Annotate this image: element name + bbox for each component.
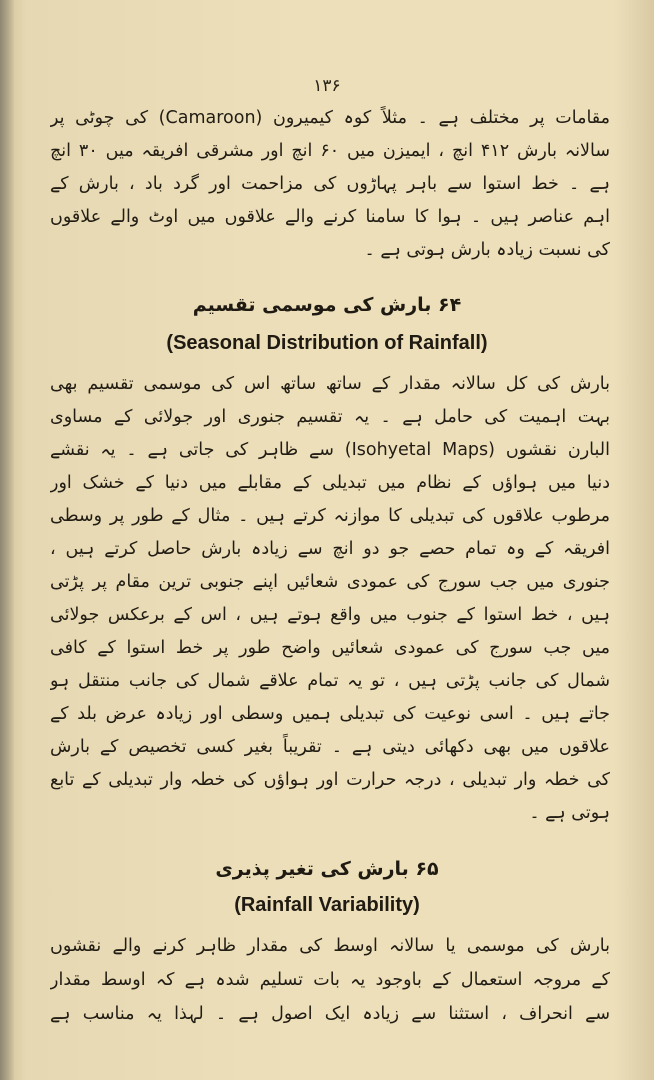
text-line: میں جب سورج کی عمودی شعائیں واضح طور پر خط استوا کے کافی <box>50 638 610 658</box>
text-line: علاقوں میں بھی دکھائی دیتی ہے ۔ تقریباً بغیر کسی تخصیص کے بارش <box>50 737 610 757</box>
text-line: شمال کی جانب پڑتی ہیں ، تو یہ تمام علاقے شمال کی جانب منتقل ہو <box>50 671 610 691</box>
section-heading-urdu: ۶۴ بارش کی موسمی تقسیم <box>192 294 462 316</box>
section-heading-english: (Seasonal Distribution of Rainfall) <box>166 332 488 354</box>
section-heading-english: (Rainfall Variability) <box>234 894 420 916</box>
text-line: ہوتی ہے ۔ <box>529 803 610 823</box>
text-line: اہم عناصر ہیں ۔ ہوا کا سامنا کرنے والے علاقوں میں اوٹ والے علاقوں <box>50 207 610 227</box>
page-number: ۱۳۶ <box>313 76 341 96</box>
text-line: ہے ۔ خط استوا سے باہر پہاڑوں کی مزاحمت اور گرد باد ، بارش کے <box>50 174 610 194</box>
text-line: مرطوب علاقوں کی تبدیلی کا موازنہ کرتے ہیں ۔ مثال کے طور پر وسطی <box>50 506 610 526</box>
text-line: افریقہ کے وہ تمام حصے جو دو انچ سے زیادہ بارش حاصل کرتے ہیں ، <box>50 539 610 559</box>
text-line: سالانہ بارش ۴۱۲ انچ ، ایمیزن میں ۶۰ انچ اور مشرقی افریقہ میں ۳۰ انچ <box>50 141 610 161</box>
text-line: بارش کی موسمی یا سالانہ اوسط کی مقدار ظاہر کرنے والے نقشوں <box>50 936 610 956</box>
text-line: مقامات پر مختلف ہے ۔ مثلاً کوہ کیمیرون (Camaroon) کی چوٹی پر <box>50 108 610 128</box>
text-line: بارش کی کل سالانہ مقدار کے ساتھ ساتھ اس کی موسمی تقسیم بھی <box>50 374 610 394</box>
text-line: دنیا میں ہواؤں کے نظام میں تبدیلی کے مقابلے میں دنیا کے خشک اور <box>50 473 610 493</box>
text-line: جنوری میں جب سورج کی عمودی شعائیں اپنے جنوبی ترین مقام پر پڑتی <box>50 572 610 592</box>
text-line: ہیں ، خط استوا کے جنوب میں واقع ہوتے ہیں ، اس کے برعکس جولائی <box>50 605 610 625</box>
text-line: جاتے ہیں ۔ اسی نوعیت کی تبدیلی ہمیں وسطی اور زیادہ عرض بلد کے <box>50 704 610 724</box>
text-line: کی نسبت زیادہ بارش ہوتی ہے ۔ <box>364 240 610 260</box>
book-spine-edge <box>0 0 14 1080</box>
section-heading-urdu: ۶۵ بارش کی تغیر پذیری <box>215 858 439 880</box>
text-line: کے مروجہ استعمال کے باوجود یہ بات تسلیم شدہ ہے کہ اوسط مقدار <box>50 970 610 990</box>
text-line: بہت اہمیت کی حامل ہے ۔ یہ تقسیم جنوری اور جولائی کے مساوی <box>50 407 610 427</box>
text-line: کی خطہ وار تبدیلی ، درجہ حرارت اور ہواؤں کی خطہ وار تبدیلی کے تابع <box>50 770 610 790</box>
text-line: سے انحراف ، استثنا سے زیادہ ایک اصول ہے ۔ لہذا یہ مناسب ہے <box>50 1004 610 1024</box>
text-line: البارن نقشوں (Isohyetal Maps) سے ظاہر کی جاتی ہے ۔ یہ نقشے <box>50 440 610 460</box>
